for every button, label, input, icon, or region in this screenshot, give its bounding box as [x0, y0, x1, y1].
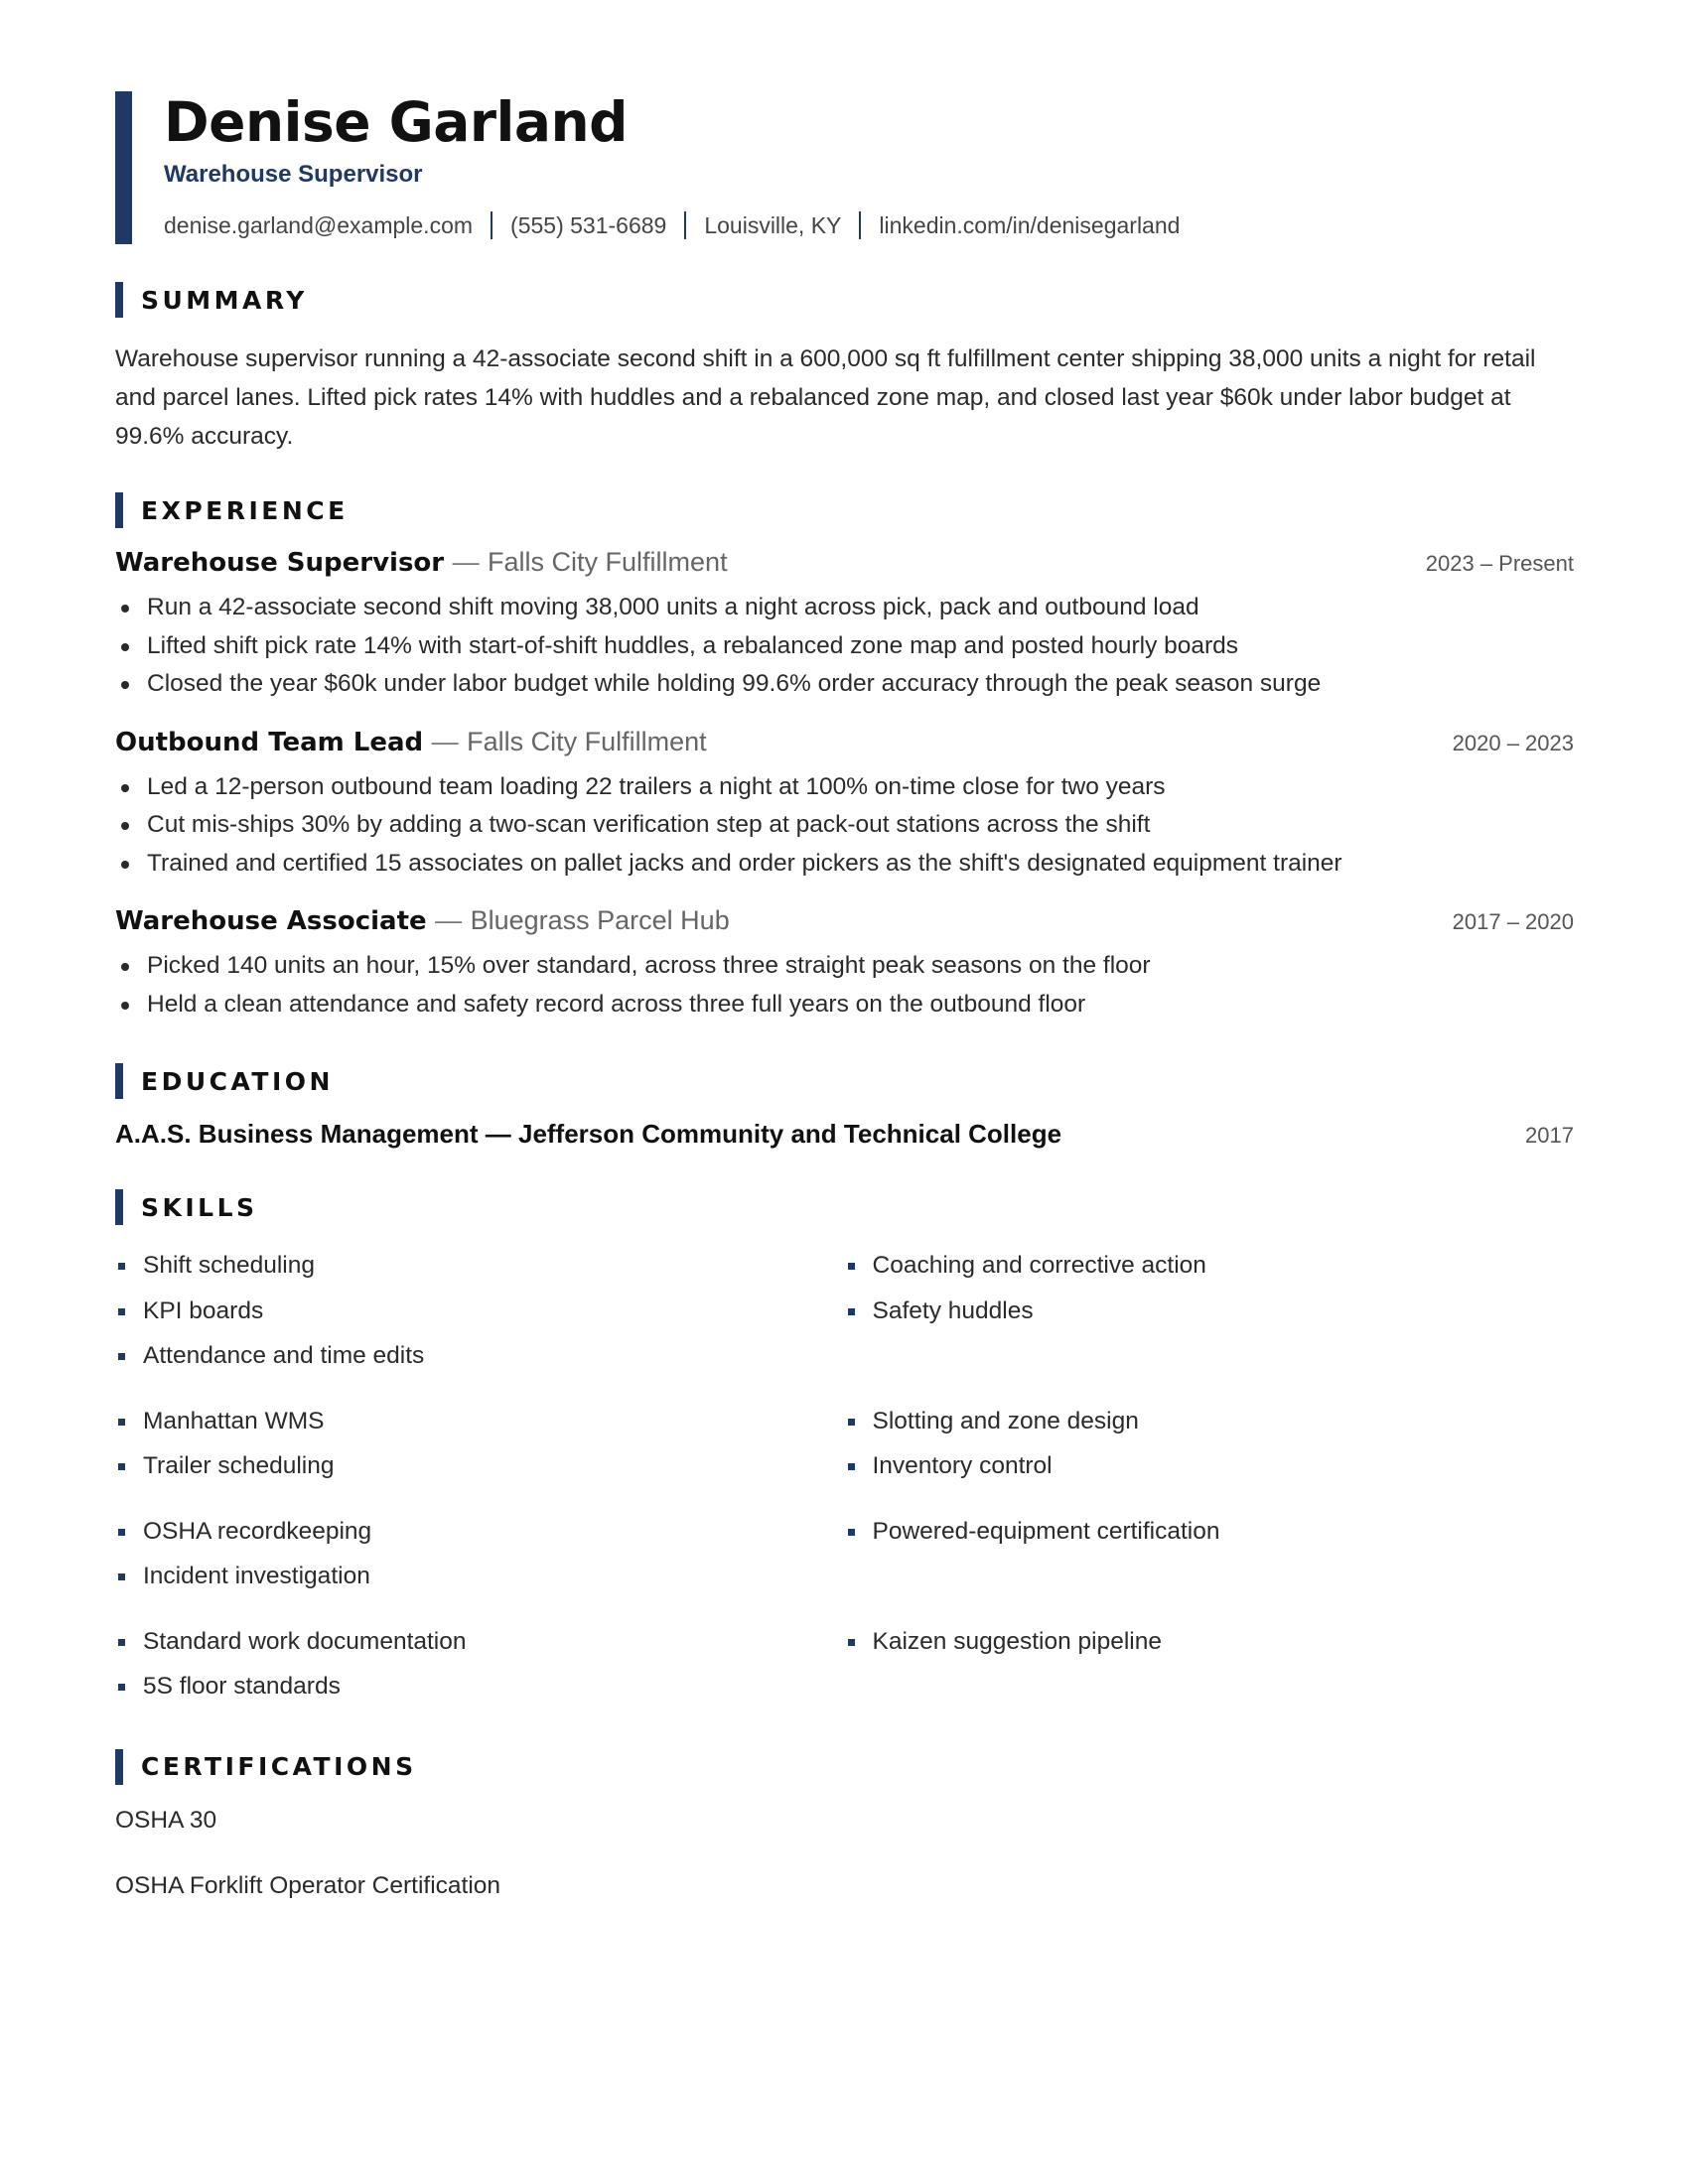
skills-section: [115, 1189, 1574, 1709]
square-bullet-icon: [848, 1529, 855, 1536]
skill-column-left: [115, 1509, 845, 1599]
skill-text: Manhattan WMS: [143, 1407, 325, 1434]
skill-item: [115, 1289, 845, 1334]
section-accent-bar: [115, 1063, 123, 1099]
skill-text: Trailer scheduling: [143, 1452, 335, 1479]
resume-header: [115, 91, 1574, 244]
job-header: [115, 547, 1574, 585]
section-title-experience: EXPERIENCE: [141, 495, 349, 525]
square-bullet-icon: [848, 1419, 855, 1426]
certification-list: [115, 1803, 1574, 1904]
square-bullet-icon: [118, 1463, 125, 1470]
square-bullet-icon: [118, 1308, 125, 1315]
job-entry: [115, 905, 1574, 1024]
bullet-text: Cut mis-ships 30% by adding a two-scan verification step at pack-out stations across the shift: [147, 811, 1151, 838]
square-bullet-icon: [118, 1573, 125, 1580]
resume-page: [115, 91, 1574, 1904]
section-title-summary: SUMMARY: [141, 285, 308, 315]
contact-email[interactable]: denise.garland@example.com: [164, 212, 474, 238]
job-header: [115, 905, 1574, 943]
bullet-icon: [121, 784, 129, 792]
section-accent-bar: [115, 1749, 123, 1785]
job-role: Outbound Team Lead: [115, 727, 424, 757]
job-bullets: [115, 768, 1574, 884]
job-role: Warehouse Supervisor: [115, 548, 445, 578]
certification-item: OSHA Forklift Operator Certification: [115, 1871, 501, 1899]
skill-text: Slotting and zone design: [872, 1407, 1139, 1434]
job-separator: —: [431, 726, 459, 756]
contact-linkedin[interactable]: linkedin.com/in/denisegarland: [879, 212, 1181, 238]
skill-item: [115, 1619, 845, 1665]
skill-item: [115, 1443, 845, 1489]
bullet-text: Lifted shift pick rate 14% with start-of-shift huddles, a rebalanced zone map and posted hourly boards: [147, 631, 1239, 659]
skill-column-right: [845, 1509, 1575, 1599]
contact-location: Louisville, KY: [704, 212, 842, 238]
skill-item: [845, 1399, 1575, 1444]
square-bullet-icon: [118, 1684, 125, 1691]
skill-item: [115, 1509, 845, 1555]
square-bullet-icon: [118, 1353, 125, 1360]
section-title-education: EDUCATION: [141, 1066, 334, 1096]
skill-text: Powered-equipment certification: [872, 1517, 1220, 1545]
candidate-name: Denise Garland: [164, 90, 629, 154]
section-heading: [115, 1063, 1574, 1099]
list-item: [115, 627, 1574, 666]
skill-column-right: [845, 1399, 1575, 1489]
square-bullet-icon: [118, 1263, 125, 1270]
skill-text: Incident investigation: [143, 1563, 370, 1589]
skill-text: Coaching and corrective action: [872, 1252, 1206, 1279]
candidate-title: Warehouse Supervisor: [164, 161, 423, 188]
skill-item: [115, 1333, 845, 1379]
list-item: [115, 589, 1574, 627]
summary-section: [115, 282, 1574, 456]
list-item: [115, 986, 1574, 1024]
contact-divider: [859, 211, 861, 239]
bullet-text: Run a 42-associate second shift moving 38,000 units a night across pick, pack and outbound load: [147, 594, 1199, 620]
square-bullet-icon: [848, 1463, 855, 1470]
section-accent-bar: [115, 1189, 123, 1225]
skill-column-left: [115, 1399, 845, 1489]
job-separator: —: [435, 905, 463, 935]
list-item: [115, 768, 1574, 807]
skill-text: OSHA recordkeeping: [143, 1517, 372, 1545]
section-heading: [115, 282, 1574, 318]
bullet-icon: [121, 822, 129, 830]
bullet-icon: [121, 1002, 129, 1010]
skill-item: [115, 1243, 845, 1289]
header-accent-bar: [115, 91, 132, 244]
square-bullet-icon: [848, 1639, 855, 1646]
job-bullets: [115, 947, 1574, 1024]
square-bullet-icon: [118, 1639, 125, 1646]
skill-column-left: [115, 1619, 845, 1709]
job-dates: 2017 – 2020: [1452, 909, 1574, 934]
skill-text: Standard work documentation: [143, 1627, 467, 1655]
skill-item: [115, 1554, 845, 1599]
job-entry: [115, 547, 1574, 704]
skill-item: [115, 1664, 845, 1709]
bullet-icon: [121, 605, 129, 613]
bullet-text: Closed the year $60k under labor budget while holding 99.6% order accuracy through the peak season surge: [147, 670, 1322, 697]
experience-section: [115, 492, 1574, 1024]
skills-grid: [115, 1243, 1574, 1709]
skill-text: Attendance and time edits: [143, 1342, 425, 1369]
summary-text: Warehouse supervisor running a 42-associate second shift in a 600,000 sq ft fulfillment center shipping 38,000 units a night for retail and parcel lanes. Lifted pick rates 14% with huddles and a rebalanced zone map, and closed last year $60k under labor budget at 99.6% accuracy.: [115, 345, 1536, 450]
skill-item: [845, 1443, 1575, 1489]
job-company: Falls City Fulfillment: [488, 547, 728, 577]
contact-divider: [684, 211, 686, 239]
job-role: Warehouse Associate: [115, 906, 427, 936]
bullet-text: Picked 140 units an hour, 15% over standard, across three straight peak seasons on the floor: [147, 952, 1151, 979]
skill-item: [845, 1289, 1575, 1334]
section-accent-bar: [115, 492, 123, 528]
job-bullets: [115, 589, 1574, 704]
skill-item: [115, 1399, 845, 1444]
contact-line: [164, 210, 1574, 240]
bullet-text: Trained and certified 15 associates on pallet jacks and order pickers as the shift's designated equipment trainer: [147, 849, 1342, 877]
skill-group: [115, 1619, 1574, 1709]
square-bullet-icon: [118, 1419, 125, 1426]
education-section: [115, 1063, 1574, 1150]
skill-item: [845, 1509, 1575, 1555]
skill-text: Inventory control: [872, 1452, 1053, 1479]
list-item: [115, 845, 1574, 884]
education-entry: [115, 1119, 1574, 1150]
job-dates: 2023 – Present: [1425, 551, 1574, 576]
square-bullet-icon: [118, 1529, 125, 1536]
skill-item: [845, 1243, 1575, 1289]
section-heading: [115, 1189, 1574, 1225]
square-bullet-icon: [848, 1263, 855, 1270]
bullet-icon: [121, 963, 129, 971]
job-dates: 2020 – 2023: [1452, 730, 1574, 755]
contact-phone[interactable]: (555) 531-6689: [510, 212, 667, 238]
bullet-icon: [121, 643, 129, 651]
skill-column-right: [845, 1619, 1575, 1709]
education-year: 2017: [1525, 1123, 1574, 1148]
contact-divider: [491, 211, 492, 239]
skill-group: [115, 1399, 1574, 1489]
job-header: [115, 727, 1574, 764]
skill-group: [115, 1243, 1574, 1379]
skill-text: 5S floor standards: [143, 1673, 341, 1700]
bullet-text: Held a clean attendance and safety record across three full years on the outbound floor: [147, 990, 1086, 1018]
section-heading: [115, 1749, 1574, 1785]
skill-text: Kaizen suggestion pipeline: [872, 1627, 1162, 1655]
skill-group: [115, 1509, 1574, 1599]
skill-column-left: [115, 1243, 845, 1379]
education-degree: A.A.S. Business Management — Jefferson Community and Technical College: [115, 1119, 1062, 1149]
section-accent-bar: [115, 282, 123, 318]
section-title-certifications: CERTIFICATIONS: [141, 1752, 417, 1781]
job-entry: [115, 727, 1574, 884]
bullet-text: Led a 12-person outbound team loading 22 trailers a night at 100% on-time close for two years: [147, 772, 1166, 800]
job-separator: —: [452, 547, 480, 577]
bullet-icon: [121, 681, 129, 689]
section-title-skills: SKILLS: [141, 1192, 258, 1222]
certification-item: OSHA 30: [115, 1806, 217, 1834]
section-heading: [115, 492, 1574, 528]
job-company: Falls City Fulfillment: [467, 726, 707, 756]
skill-text: Shift scheduling: [143, 1252, 315, 1279]
list-item: [115, 806, 1574, 845]
square-bullet-icon: [848, 1308, 855, 1315]
job-company: Bluegrass Parcel Hub: [470, 905, 730, 935]
certifications-section: [115, 1749, 1574, 1904]
skill-text: KPI boards: [143, 1297, 264, 1324]
bullet-icon: [121, 861, 129, 869]
skill-text: Safety huddles: [872, 1297, 1034, 1324]
list-item: [115, 947, 1574, 986]
skill-column-right: [845, 1243, 1575, 1379]
skill-item: [845, 1619, 1575, 1665]
list-item: [115, 665, 1574, 704]
